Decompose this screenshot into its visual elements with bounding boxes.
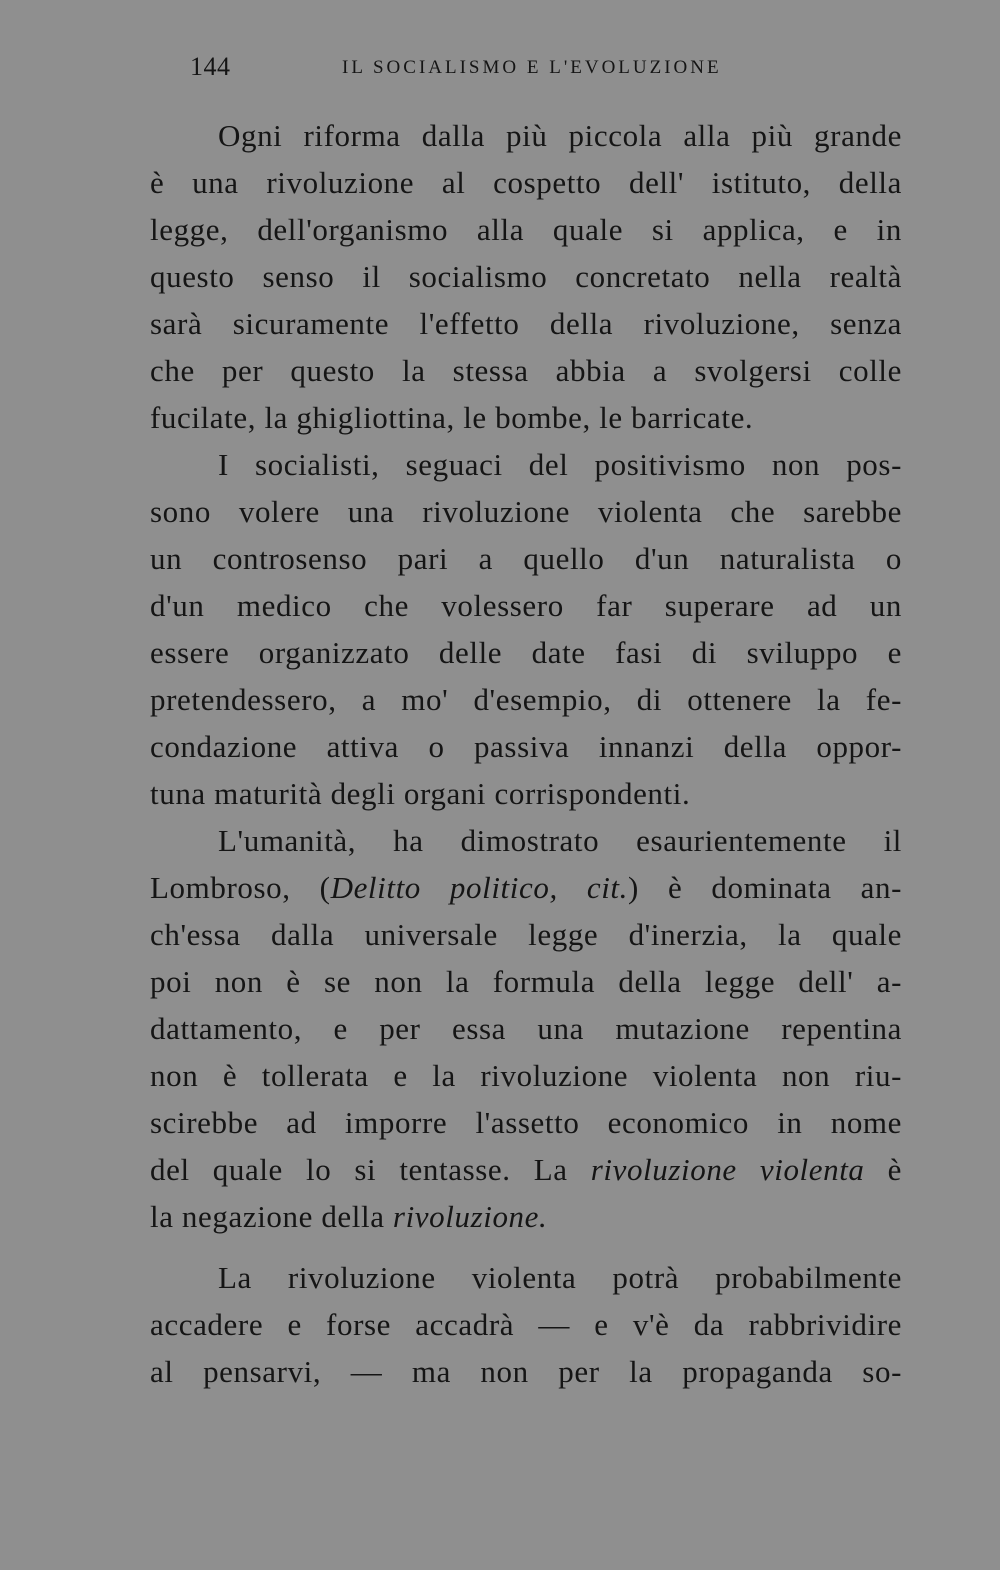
- text-line: essere organizzato delle date fasi di sviluppo e: [150, 635, 902, 670]
- page-header: [190, 52, 750, 92]
- text-line: al pensarvi, — ma non per la propaganda so-: [150, 1354, 902, 1389]
- text-line: sono volere una rivoluzione violenta che sarebbe: [150, 494, 902, 529]
- text-line: poi non è se non la formula della legge dell' a-: [150, 964, 902, 999]
- text-segment: è: [864, 1152, 902, 1187]
- text-line: accadere e forse accadrà — e v'è da rabbrividire: [150, 1307, 902, 1342]
- text-line: è una rivoluzione al cospetto dell' istituto, della: [150, 165, 902, 200]
- text-line: I socialisti, seguaci del positivismo non pos-: [218, 447, 902, 482]
- text-segment: ) è dominata an-: [628, 870, 903, 905]
- text-line: scirebbe ad imporre l'assetto economico in nome: [150, 1105, 902, 1140]
- text-line: [150, 864, 902, 911]
- text-line: questo senso il socialismo concretato nella realtà: [150, 259, 902, 294]
- text-line: non è tollerata e la rivoluzione violenta non riu-: [150, 1058, 902, 1093]
- text-line: dattamento, e per essa una mutazione repentina: [150, 1011, 902, 1046]
- text-segment: Lombroso, (: [150, 870, 331, 905]
- italic-citation: Delitto politico, cit.: [330, 870, 628, 905]
- page-number: 144: [190, 52, 231, 81]
- text-line: tuna maturità degli organi corrispondenti.: [150, 776, 691, 811]
- text-line: d'un medico che volessero far superare ad un: [150, 588, 902, 623]
- text-line: [150, 1193, 902, 1240]
- text-line: un controsenso pari a quello d'un naturalista o: [150, 541, 902, 576]
- italic-phrase: rivoluzione.: [392, 1199, 548, 1234]
- italic-phrase: rivoluzione violenta: [590, 1152, 865, 1187]
- text-line: ch'essa dalla universale legge d'inerzia, la quale: [150, 917, 902, 952]
- text-line: pretendessero, a mo' d'esempio, di ottenere la fe-: [150, 682, 902, 717]
- text-segment: la negazione della: [150, 1199, 393, 1234]
- body-text: [150, 112, 902, 1395]
- text-line: fucilate, la ghigliottina, le bombe, le barricate.: [150, 400, 754, 435]
- text-line: [150, 1146, 902, 1193]
- text-line: Ogni riforma dalla più piccola alla più grande: [218, 118, 902, 153]
- text-segment: del quale lo si tentasse. La: [150, 1152, 591, 1187]
- running-head: IL SOCIALISMO E L'EVOLUZIONE: [342, 57, 722, 78]
- text-line: La rivoluzione violenta potrà probabilmente: [218, 1260, 902, 1295]
- text-line: legge, dell'organismo alla quale si applica, e in: [150, 212, 902, 247]
- text-line: sarà sicuramente l'effetto della rivoluzione, senza: [150, 306, 902, 341]
- text-line: che per questo la stessa abbia a svolgersi colle: [150, 353, 902, 388]
- text-line: condazione attiva o passiva innanzi della oppor-: [150, 729, 902, 764]
- text-line: L'umanità, ha dimostrato esaurientemente il: [218, 823, 902, 858]
